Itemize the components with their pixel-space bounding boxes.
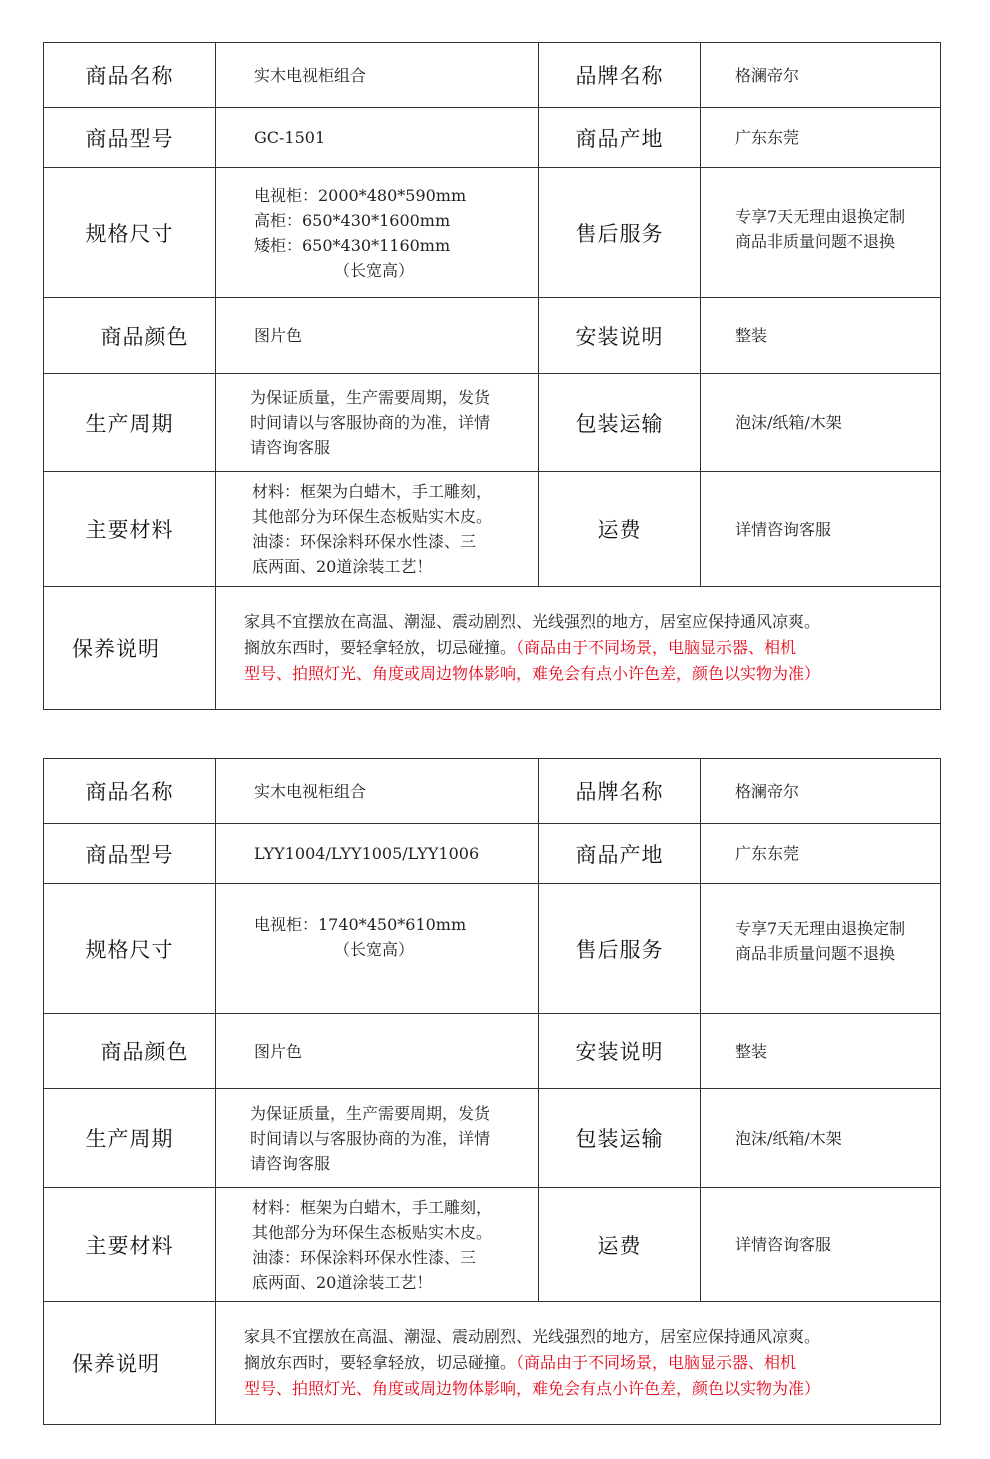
label-name: 商品名称 (85, 780, 174, 804)
size-note: （长宽高） (334, 940, 415, 959)
value-model: GC-1501 (254, 128, 326, 147)
value-packing: 泡沫/纸箱/木架 (735, 413, 842, 432)
value-material (216, 1195, 538, 1295)
label-model: 商品型号 (85, 126, 174, 151)
care-line: 家具不宜摆放在高温、潮湿、震动剧烈、光线强烈的地方，居室应保持通风凉爽。 (244, 612, 821, 631)
cycle-line: 时间请以与客服协商的为准，详情 (250, 413, 491, 432)
row-size (44, 168, 940, 298)
care-disclaimer: 型号、拍照灯光、角度或周边物体影响，难免会有点小许色差，颜色以实物为准） (244, 1379, 821, 1398)
label-color: 商品颜色 (100, 1040, 189, 1064)
label-origin: 商品产地 (575, 842, 664, 867)
value-brand: 格澜帝尔 (735, 781, 800, 801)
label-install: 安装说明 (575, 324, 664, 349)
cycle-line: 为保证质量，生产需要周期，发货 (250, 1103, 491, 1123)
material-line: 其他部分为环保生态板贴实木皮。 (252, 1222, 493, 1242)
label-shipping: 运费 (597, 518, 642, 542)
spec-table-1 (43, 42, 941, 710)
cycle-line: 为保证质量，生产需要周期，发货 (250, 388, 491, 407)
after-sales-line: 专享7天无理由退换定制 (735, 207, 906, 226)
material-line: 其他部分为环保生态板贴实木皮。 (252, 507, 493, 526)
size-line: 矮柜：650*430*1160mm (254, 235, 451, 255)
label-shipping: 运费 (597, 1233, 642, 1258)
value-packing: 泡沫/纸箱/木架 (735, 1128, 842, 1148)
label-material: 主要材料 (85, 518, 174, 542)
value-color: 图片色 (254, 1041, 303, 1061)
material-line: 底两面、20道涂装工艺！ (252, 1272, 433, 1292)
value-shipping: 详情咨询客服 (735, 519, 832, 539)
row-size (44, 884, 940, 1014)
row-cycle (44, 374, 940, 472)
value-origin: 广东东莞 (735, 128, 800, 147)
label-color: 商品颜色 (100, 324, 189, 349)
care-text: 搁放东西时，要轻拿轻放，切忌碰撞。 (244, 638, 517, 657)
size-line: 电视柜：2000*480*590mm (254, 185, 467, 205)
care-line (244, 635, 920, 661)
material-line: 材料：框架为白蜡木，手工雕刻， (252, 1197, 493, 1217)
label-origin: 商品产地 (575, 126, 664, 151)
label-brand: 品牌名称 (575, 780, 664, 804)
label-packing: 包装运输 (575, 411, 664, 436)
label-packing: 包装运输 (575, 1127, 664, 1151)
label-size: 规格尺寸 (85, 221, 174, 246)
label-size: 规格尺寸 (85, 937, 174, 962)
after-sales-line: 商品非质量问题不退换 (735, 232, 896, 251)
label-after-sales: 售后服务 (575, 221, 664, 246)
row-model (44, 824, 940, 884)
label-after-sales: 售后服务 (575, 937, 664, 962)
value-after-sales (701, 204, 940, 254)
value-origin: 广东东莞 (735, 844, 800, 863)
row-color (44, 1014, 940, 1089)
value-model: LYY1004/LYY1005/LYY1006 (254, 844, 480, 863)
value-cycle (216, 1101, 538, 1176)
label-cycle: 生产周期 (85, 411, 174, 436)
value-install: 整装 (735, 326, 768, 345)
row-material (44, 1188, 940, 1302)
spec-table-2 (43, 758, 941, 1425)
care-disclaimer: 型号、拍照灯光、角度或周边物体影响，难免会有点小许色差，颜色以实物为准） (244, 664, 821, 683)
label-care: 保养说明 (72, 1352, 160, 1376)
row-name (44, 43, 940, 108)
care-line: 家具不宜摆放在高温、潮湿、震动剧烈、光线强烈的地方，居室应保持通风凉爽。 (244, 1327, 821, 1346)
value-cycle (216, 385, 538, 460)
label-material: 主要材料 (85, 1233, 174, 1258)
material-line: 材料：框架为白蜡木，手工雕刻， (252, 482, 493, 501)
row-care (44, 1302, 940, 1424)
value-care (216, 609, 940, 687)
row-care (44, 587, 940, 709)
care-line (244, 1350, 920, 1376)
after-sales-line: 商品非质量问题不退换 (735, 944, 896, 963)
cycle-line: 时间请以与客服协商的为准，详情 (250, 1128, 491, 1148)
value-name: 实木电视柜组合 (254, 65, 367, 85)
row-material (44, 472, 940, 587)
row-model (44, 108, 940, 168)
row-name (44, 759, 940, 824)
label-model: 商品型号 (85, 842, 174, 867)
row-color (44, 298, 940, 374)
value-size (216, 912, 538, 962)
value-after-sales (701, 916, 940, 966)
after-sales-line: 专享7天无理由退换定制 (735, 919, 906, 938)
size-line: 电视柜：1740*450*610mm (254, 915, 467, 934)
label-brand: 品牌名称 (575, 64, 664, 88)
label-cycle: 生产周期 (85, 1127, 174, 1151)
value-shipping: 详情咨询客服 (735, 1235, 832, 1254)
value-material (216, 479, 538, 579)
cycle-line: 请咨询客服 (250, 1153, 331, 1173)
size-note: （长宽高） (334, 260, 415, 280)
value-color: 图片色 (254, 326, 303, 345)
value-size (216, 183, 538, 283)
row-cycle (44, 1089, 940, 1188)
material-line: 底两面、20道涂装工艺！ (252, 557, 433, 576)
value-brand: 格澜帝尔 (735, 65, 800, 85)
care-disclaimer: （商品由于不同场景，电脑显示器、相机 (516, 1353, 797, 1372)
care-disclaimer: （商品由于不同场景，电脑显示器、相机 (516, 638, 797, 657)
value-care (216, 1324, 940, 1402)
size-line: 高柜：650*430*1600mm (254, 210, 451, 230)
material-line: 油漆：环保涂料环保水性漆、三 (252, 1247, 477, 1267)
value-install: 整装 (735, 1041, 768, 1061)
cycle-line: 请咨询客服 (250, 438, 331, 457)
value-name: 实木电视柜组合 (254, 781, 367, 801)
label-care: 保养说明 (72, 637, 160, 661)
material-line: 油漆：环保涂料环保水性漆、三 (252, 532, 477, 551)
care-text: 搁放东西时，要轻拿轻放，切忌碰撞。 (244, 1353, 517, 1372)
label-name: 商品名称 (85, 64, 174, 88)
label-install: 安装说明 (575, 1040, 664, 1064)
